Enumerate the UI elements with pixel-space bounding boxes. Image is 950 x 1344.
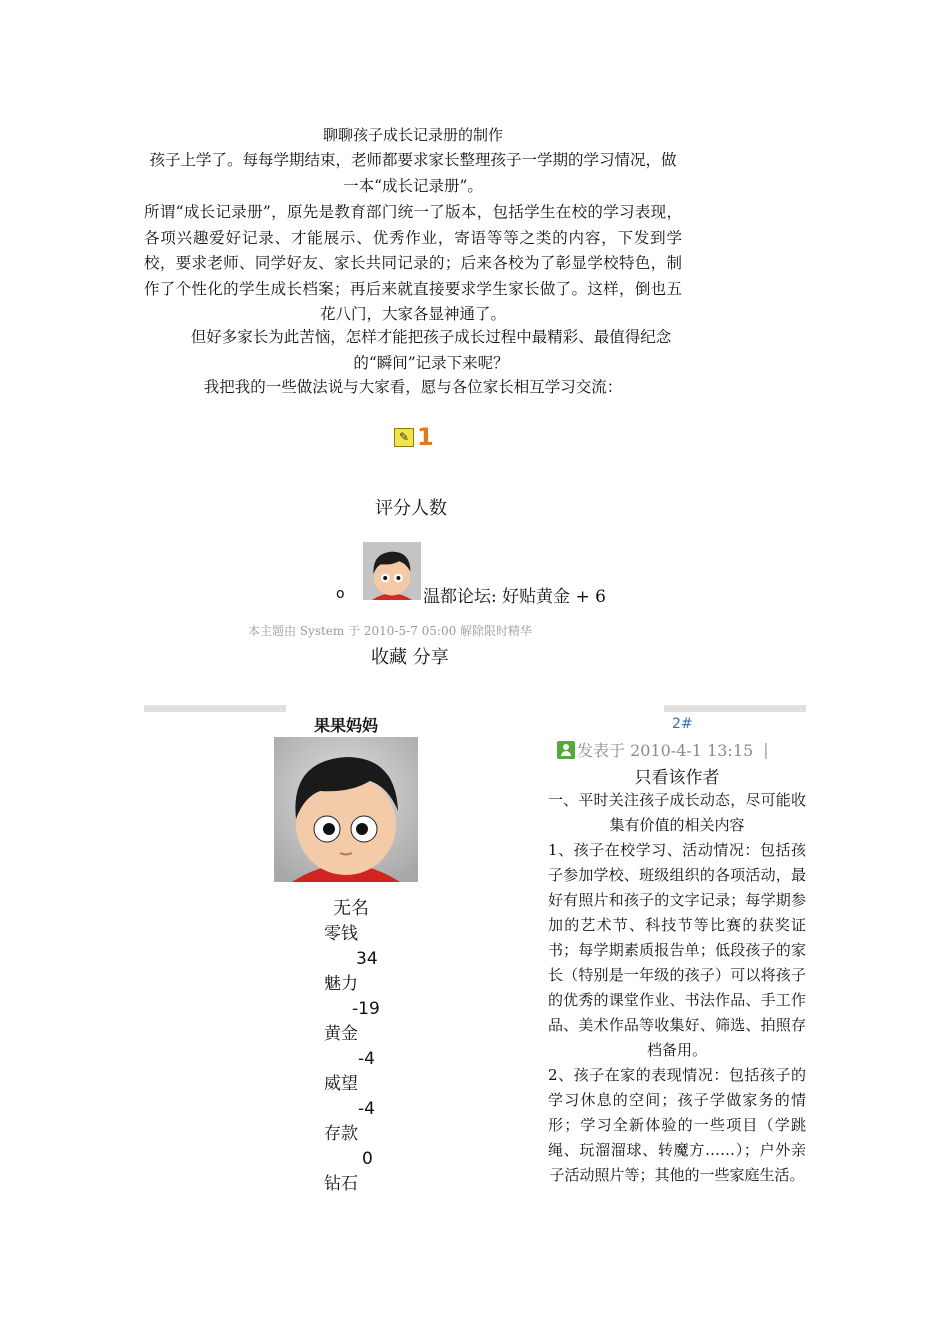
article-paragraph-3: 但好多家长为此苦恼，怎样才能把孩子成长过程中最精彩、最值得纪念的“瞬间”记录下来呢？ <box>190 328 672 372</box>
post-divider-right <box>664 705 806 712</box>
rater-avatar[interactable] <box>363 542 421 600</box>
stat-label-gold: 黄金 <box>324 1024 358 1044</box>
thread-notice: 本主题由 System 于 2010-5-7 05:00 解除限时精华 <box>248 624 533 638</box>
post-author-avatar[interactable] <box>274 737 418 882</box>
cartoon-boy-avatar-icon <box>274 737 418 882</box>
post-paragraph-3: 2、孩子在家的表现情况：包括孩子的学习休息的空间；孩子学做家务的情形；学习全新体验的一些项目（学跳绳、玩溜溜球、转魔方……）；户外亲子活动照片等；其他的一些家庭生活。 <box>548 1066 806 1184</box>
rating-count-number: 1 <box>417 423 434 451</box>
meta-separator: | <box>763 740 769 759</box>
rating-count[interactable] <box>394 424 434 450</box>
stat-label-cash: 零钱 <box>324 924 358 944</box>
article-paragraph-2: 所谓“成长记录册”，原先是教育部门统一了版本，包括学生在校的学习表现，各项兴趣爱好记录、才能展示、优秀作业，寄语等等之类的内容，下发到学校，要求老师、同学好友、家长共同记录的；后来各校为了彰显学校特色，制作了个性化的学生成长档案；再后来就直接要求学生家长做了。这样，倒也五花八门，大家各显神通了。 <box>144 203 682 323</box>
stat-label-diamond: 钻石 <box>324 1174 358 1194</box>
article-paragraph-4: 我把我的一些做法说与大家看，愿与各位家长相互学习交流： <box>203 378 623 396</box>
stat-label-charm: 魅力 <box>324 974 358 994</box>
stat-label-prestige: 威望 <box>324 1074 358 1094</box>
award-text: 温都论坛: 好贴黄金 + 6 <box>423 587 606 607</box>
stat-label-deposit: 存款 <box>324 1124 358 1144</box>
article-paragraph-1: 孩子上学了。每每学期结束，老师都要求家长整理孩子一学期的学习情况，做一本“成长记录册”。 <box>149 151 677 195</box>
author-rank: 无名 <box>333 898 369 919</box>
post-body <box>548 788 806 1188</box>
post-date: 发表于 2010-4-1 13:15 <box>577 741 754 760</box>
stat-value-gold: -4 <box>358 1049 375 1069</box>
cartoon-boy-avatar-icon <box>363 542 421 600</box>
only-author-link[interactable]: 只看该作者 <box>634 768 720 788</box>
rating-badge-icon: ✎ <box>394 428 414 447</box>
stat-value-deposit: 0 <box>362 1149 373 1169</box>
post-paragraph-1: 一、平时关注孩子成长动态，尽可能收集有价值的相关内容 <box>548 791 806 834</box>
list-bullet: o <box>336 586 345 602</box>
stat-value-prestige: -4 <box>358 1099 375 1119</box>
post-author-name[interactable]: 果果妈妈 <box>313 716 378 735</box>
author-stats <box>324 922 424 1197</box>
stat-value-charm: -19 <box>352 999 380 1019</box>
stat-value-cash: 34 <box>356 949 378 969</box>
post-floor-number[interactable]: 2# <box>672 716 693 732</box>
rating-label: 评分人数 <box>375 498 447 519</box>
online-user-icon <box>557 741 575 759</box>
thread-actions[interactable]: 收藏 分享 <box>371 647 449 668</box>
post-meta <box>557 738 769 761</box>
post-divider-left <box>144 705 286 712</box>
article-title: 聊聊孩子成长记录册的制作 <box>322 126 503 144</box>
post-paragraph-2: 1、孩子在校学习、活动情况：包括孩子参加学校、班级组织的各项活动，最好有照片和孩子的文字记录；每学期参加的艺术节、科技节等比赛的获奖证书；每学期素质报告单；低段孩子的家长（特别是一年级的孩子）可以将孩子的优秀的课堂作业、书法作品、手工作品、美术作品等收集好、筛选、拍照存档备用。 <box>548 841 806 1059</box>
